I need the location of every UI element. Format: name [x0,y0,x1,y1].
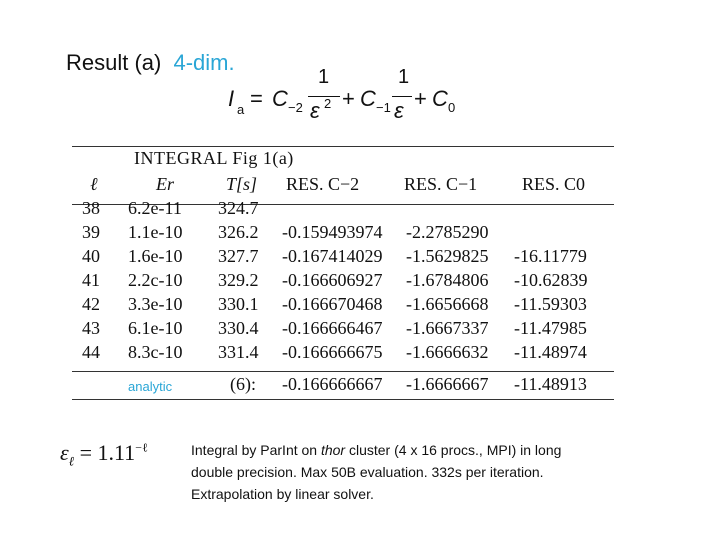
cell-er: 2.2c-10 [128,270,183,290]
formula-c0-symbol: C [432,86,448,111]
cell-er: 3.3e-10 [128,294,183,314]
cell-time: 330.1 [218,294,259,314]
cell-res-cm2: -0.166670468 [282,294,383,314]
formula-c2-sub: −2 [288,100,303,115]
cell-ell: 40 [82,246,100,266]
cell-ell: 43 [82,318,100,338]
cell-res-cm1: -1.5629825 [406,246,489,266]
cell-res-c0: -16.11779 [514,246,587,266]
cell-res-cm2: -0.166666467 [282,318,383,338]
formula-c1-symbol: C [360,86,376,111]
header-er: Er [156,174,174,194]
cell-res-cm1: -1.6667337 [406,318,489,338]
analytic-res-cm1: -1.6666667 [406,374,489,394]
table-top-rule [72,146,614,147]
formula-lhs: I [228,86,235,111]
formula-c2-symbol: C [272,86,288,111]
formula-frac2-bar [392,96,412,97]
cell-ell: 41 [82,270,100,290]
cell-res-cm1: -1.6784806 [406,270,489,290]
cell-ell: 44 [82,342,100,362]
table-row [72,222,614,247]
slide-title-text: Result (a) [66,50,162,75]
note-line-1-b: cluster (4 x 16 procs., MPI) in long [345,442,562,458]
table-header-row [72,174,614,199]
table-row [72,342,614,367]
header-time: T[s] [226,174,258,194]
cell-ell: 42 [82,294,100,314]
epsilon-formula [60,440,148,469]
cell-res-cm2: -0.159493974 [282,222,383,242]
table-row [72,198,614,223]
slide-title-accent: 4-dim. [173,50,235,75]
cell-res-c0: -11.59303 [514,294,587,314]
cell-res-c0: -11.48974 [514,342,587,362]
cell-er: 6.1e-10 [128,318,183,338]
table-row [72,318,614,343]
formula-c0-sub: 0 [448,100,456,115]
formula-frac1-den: ε [310,98,320,123]
cell-time: 327.7 [218,246,259,266]
cell-time: 331.4 [218,342,259,362]
formula-plus1: + [342,86,355,111]
cell-ell: 39 [82,222,100,242]
formula-frac2-den: ε [394,98,404,123]
cell-res-cm2: -0.167414029 [282,246,383,266]
table-caption: INTEGRAL Fig 1(a) [134,148,294,168]
cell-res-c0: -11.47985 [514,318,587,338]
table-analytic-row [72,374,614,399]
cell-time: 329.2 [218,270,259,290]
note-line-2: double precision. Max 50B evaluation. 332s per iteration. [191,464,544,480]
formula-lhs-sub: a [237,102,245,117]
note-line-1 [191,439,661,461]
slide-title [66,50,235,76]
run-notes [191,439,661,505]
epsilon-symbol: ε [60,440,69,465]
note-line-1-a: Integral by ParInt on [191,442,321,458]
formula-plus2: + [414,86,427,111]
analytic-res-c0: -11.48913 [514,374,587,394]
cell-er: 1.6e-10 [128,246,183,266]
cell-res-cm1: -2.2785290 [406,222,489,242]
note-line-3: Extrapolation by linear solver. [191,486,374,502]
cell-er: 8.3c-10 [128,342,183,362]
header-ell: ℓ [90,174,98,194]
header-res-cm1: RES. C−1 [404,174,478,194]
analytic-marker: (6): [230,374,256,394]
table-row [72,294,614,319]
cell-res-cm2: -0.166606927 [282,270,383,290]
cell-time: 330.4 [218,318,259,338]
cell-ell: 38 [82,198,100,218]
formula-eq: = [250,86,263,111]
header-res-c0: RES. C0 [522,174,586,194]
formula-c1-sub: −1 [376,100,391,115]
analytic-res-cm2: -0.166666667 [282,374,383,394]
analytic-label: analytic [128,379,173,394]
formula-frac2-num: 1 [398,66,410,88]
table-analytic-rule [72,371,614,372]
epsilon-rhs: = 1.11 [79,440,136,465]
note-line-1-em: thor [320,442,346,458]
cell-er: 6.2e-11 [128,198,182,218]
epsilon-sub: ℓ [68,453,75,469]
cell-res-cm1: -1.6666632 [406,342,489,362]
result-formula [228,66,478,126]
header-res-cm2: RES. C−2 [286,174,360,194]
cell-res-c0: -10.62839 [514,270,588,290]
formula-frac1-den-sup: 2 [324,96,332,111]
table-bottom-rule [72,399,614,400]
table-row [72,270,614,295]
formula-frac1-num: 1 [318,66,330,88]
cell-res-cm1: -1.6656668 [406,294,489,314]
cell-res-cm2: -0.166666675 [282,342,383,362]
cell-er: 1.1e-10 [128,222,183,242]
table-row [72,246,614,271]
cell-time: 324.7 [218,198,259,218]
epsilon-exp: −ℓ [135,440,148,455]
cell-time: 326.2 [218,222,259,242]
